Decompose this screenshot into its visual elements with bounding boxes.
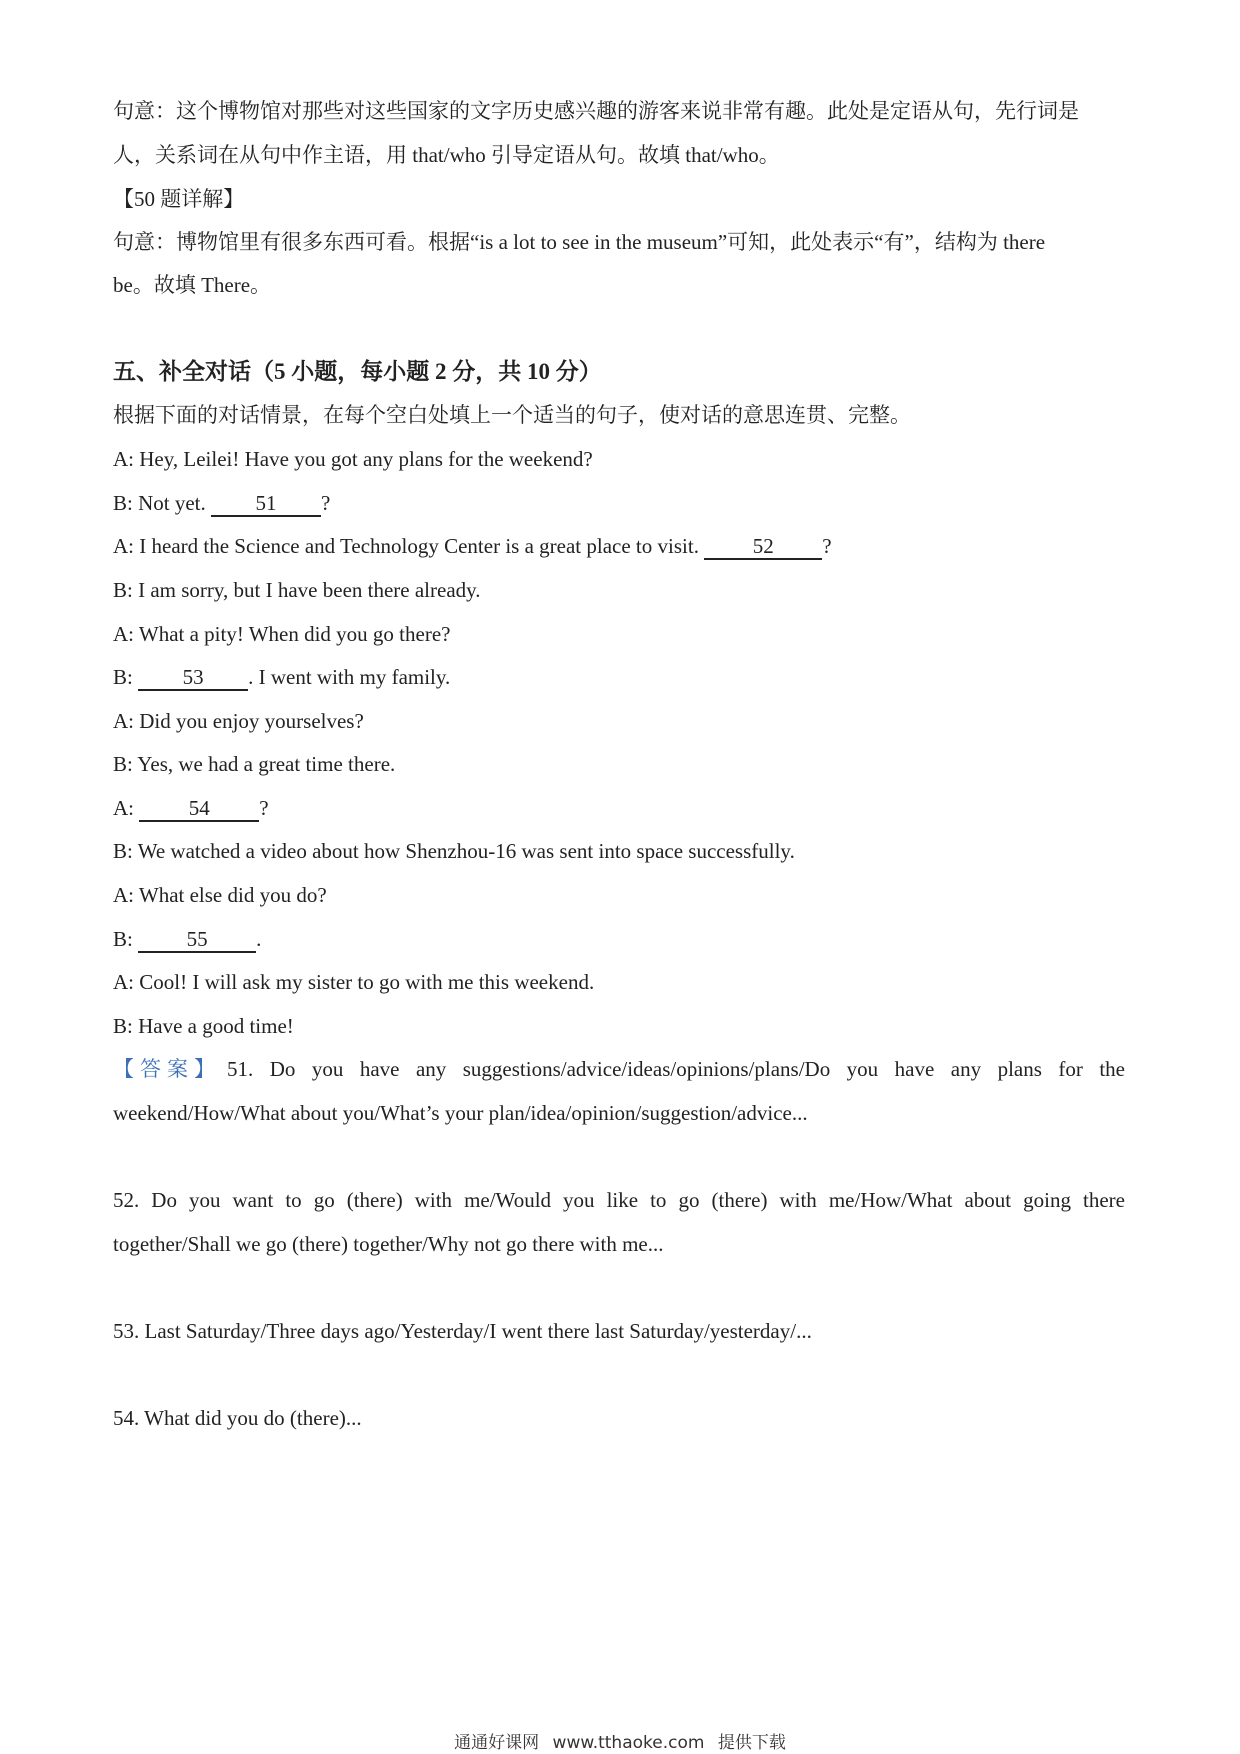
dialogue-text: B: Not yet. xyxy=(113,491,211,515)
q50-heading: 【50 题详解】 xyxy=(113,187,245,211)
answer-54: 54. What did you do (there)... xyxy=(113,1406,362,1430)
answer-52-line2: together/Shall we go (there) together/Why not go there with me... xyxy=(113,1232,664,1256)
dialogue-line xyxy=(113,662,450,692)
dialogue-line: A: What else did you do? xyxy=(113,883,327,907)
dialogue-line: B: We watched a video about how Shenzhou-16 was sent into space successfully. xyxy=(113,839,795,863)
dialogue-line: A: Did you enjoy yourselves? xyxy=(113,709,364,733)
dialogue-line: B: Have a good time! xyxy=(113,1014,294,1038)
blank-51: 51 xyxy=(211,491,321,517)
dialogue-text: A: xyxy=(113,796,140,820)
section-title: 五、补全对话（5 小题，每小题 2 分，共 10 分） xyxy=(113,359,602,384)
blank-55: 55 xyxy=(138,927,256,953)
dialogue-line xyxy=(113,531,832,561)
dialogue-text: A: I heard the Science and Technology Center is a great place to visit. xyxy=(113,534,705,558)
section-instruction: 根据下面的对话情景，在每个空白处填上一个适当的句子，使对话的意思连贯、完整。 xyxy=(113,403,911,427)
answer-51-line1 xyxy=(113,1054,1125,1084)
dialogue-line xyxy=(113,924,261,954)
answer-52-line1: 52. Do you want to go (there) with me/Would you like to go (there) with me/How/What about going there xyxy=(113,1188,1125,1212)
dialogue-line: B: I am sorry, but I have been there already. xyxy=(113,578,481,602)
dialogue-text: B: xyxy=(113,665,139,689)
dialogue-text: . I went with my family. xyxy=(248,665,451,689)
answer-51-line2: weekend/How/What about you/What’s your plan/idea/opinion/suggestion/advice... xyxy=(113,1101,808,1125)
dialogue-text: ? xyxy=(321,491,331,515)
blank-53: 53 xyxy=(138,665,248,691)
dialogue-text: B: xyxy=(113,927,139,951)
blank-54: 54 xyxy=(139,796,259,822)
dialogue-text: . xyxy=(256,927,262,951)
dialogue-text: ? xyxy=(822,534,832,558)
q50-explanation-line2: be。故填 There。 xyxy=(113,273,272,297)
answer-53: 53. Last Saturday/Three days ago/Yesterday/I went there last Saturday/yesterday/... xyxy=(113,1319,812,1343)
footer-site-name: 通通好课网 xyxy=(454,1733,540,1753)
q50-explanation-line1: 句意：博物馆里有很多东西可看。根据“is a lot to see in the museum”可知，此处表示“有”，结构为 there xyxy=(113,230,1046,254)
dialogue-line: A: Cool! I will ask my sister to go with me this weekend. xyxy=(113,970,595,994)
page-footer xyxy=(0,1728,1240,1753)
dialogue-line: A: Hey, Leilei! Have you got any plans for the weekend? xyxy=(113,447,593,471)
answer-tag: 【答案】 xyxy=(113,1057,221,1081)
dialogue-line: A: What a pity! When did you go there? xyxy=(113,622,451,646)
footer-suffix: 提供下载 xyxy=(717,1733,786,1753)
dialogue-line xyxy=(113,488,330,518)
q49-explanation-line2: 人，关系词在从句中作主语，用 that/who 引导定语从句。故填 that/who。 xyxy=(113,143,780,167)
blank-52: 52 xyxy=(704,534,822,560)
answer-text: 51. Do you have any suggestions/advice/ideas/opinions/plans/Do you have any plans for the xyxy=(227,1057,1125,1081)
dialogue-line xyxy=(113,793,269,823)
dialogue-text: ? xyxy=(259,796,269,820)
footer-url: www.tthaoke.com xyxy=(552,1733,705,1753)
q49-explanation-line1: 句意：这个博物馆对那些对这些国家的文字历史感兴趣的游客来说非常有趣。此处是定语从句，先行词是 xyxy=(113,99,1079,123)
dialogue-line: B: Yes, we had a great time there. xyxy=(113,752,396,776)
